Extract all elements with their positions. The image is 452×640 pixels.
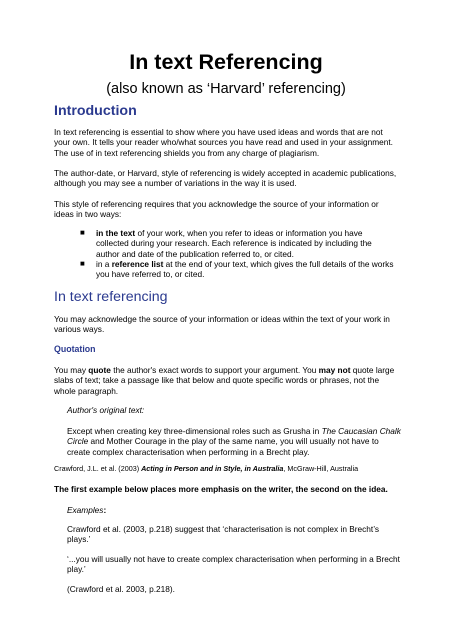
cite-text-b: , McGraw-Hill, Australia bbox=[283, 464, 359, 473]
bullet-1-bold: in the text bbox=[96, 228, 136, 238]
bullet-item-2 bbox=[96, 259, 396, 280]
examples-word: Examples bbox=[67, 505, 104, 515]
intro-paragraph-1: In text referencing is essential to show where you have used ideas and words that are not your own. It tells your reader who/what sources you have read and used in your assignment. The use of in text referencing shields you from any charge of plagiarism. bbox=[54, 127, 393, 158]
bullet-1-text: of your work, when you refer to ideas or information you have collected during your research. Each reference is indicated by including the author and date of the publication referred to, or cited. bbox=[96, 228, 372, 259]
original-text-passage bbox=[67, 426, 402, 457]
example-2: ‘...you will usually not have to create complex characterisation when performing in a Brecht play.’ bbox=[67, 554, 400, 575]
quotation-heading: Quotation bbox=[54, 344, 96, 354]
quote-text-c: quote large slabs of text; take a passage like that below and quote specific words or phrases, not the whole paragraph. bbox=[54, 365, 395, 396]
quote-text-b: the author's exact words to support your argument. You bbox=[110, 365, 319, 375]
intro-paragraph-2: The author-date, or Harvard, style of referencing is widely accepted in academic publications, although you may see a number of variations in the way it is used. bbox=[54, 168, 397, 189]
introduction-heading: Introduction bbox=[54, 103, 137, 119]
intro-paragraph-3: This style of referencing requires that you acknowledge the source of your information or ideas in two ways: bbox=[54, 199, 379, 220]
cite-title: Acting in Person and in Style, in Australia bbox=[141, 464, 284, 473]
page-title: In text Referencing bbox=[129, 50, 323, 74]
quote-text-a: You may bbox=[54, 365, 89, 375]
in-text-referencing-heading: In text referencing bbox=[54, 289, 168, 305]
bullet-2-text: at the end of your text, which gives the full details of the works you have referred to, or cited. bbox=[96, 259, 394, 280]
original-text-label: Author's original text: bbox=[67, 405, 145, 415]
quote-bold-maynot: may not bbox=[318, 365, 351, 375]
examples-colon: : bbox=[103, 505, 107, 515]
orig-text-a: Except when creating key three-dimensional roles such as Grusha in bbox=[67, 426, 322, 436]
in-text-paragraph: You may acknowledge the source of your information or ideas within the text of your work in various ways. bbox=[54, 314, 390, 335]
citation-line bbox=[54, 464, 424, 473]
orig-text-b: and Mother Courage in the play of the same name, you will usually not have to create complex characterisation when performing in a Brecht play. bbox=[67, 436, 379, 457]
example-1: Crawford et al. (2003, p.218) suggest that ‘characterisation is not complex in Brecht’s plays.’ bbox=[67, 524, 380, 545]
bullet-2-bold: reference list bbox=[111, 259, 164, 269]
quote-bold-quote: quote bbox=[88, 365, 111, 375]
bullet-item-1 bbox=[96, 228, 396, 259]
emphasis-statement: The first example below places more emphasis on the writer, the second on the idea. bbox=[54, 484, 388, 494]
orig-text-italic: The Caucasian Chalk Circle bbox=[67, 426, 401, 447]
examples-label bbox=[67, 505, 402, 515]
quotation-paragraph bbox=[54, 365, 399, 396]
cite-text-a: Crawford, J.L. et al. (2003) bbox=[54, 464, 142, 473]
example-3: (Crawford et al. 2003, p.218). bbox=[67, 584, 175, 594]
page-subtitle: (also known as ‘Harvard’ referencing) bbox=[106, 81, 346, 97]
bullet-icon: ■ bbox=[80, 259, 85, 268]
bullet-2-pre: in a bbox=[96, 259, 112, 269]
bullet-icon: ■ bbox=[80, 228, 85, 237]
